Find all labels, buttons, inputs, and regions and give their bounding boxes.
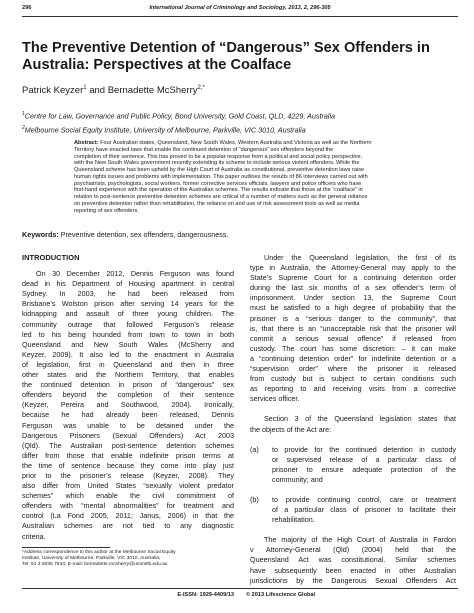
- abstract-line: first-hand experience with the operation of the Australian schemes. The results indicate that those at the “coalface” in: [74, 187, 363, 194]
- title-line: Australia: Perspectives at the Coalface: [22, 57, 292, 73]
- body-line: type in Australia, the Attorney-General may apply to the: [250, 263, 456, 273]
- footnote-rule: [22, 547, 110, 548]
- body-line: custody. The court has some discretion: – it can make: [250, 343, 456, 353]
- body-line: community outrage that followed Ferguson’s release: [22, 319, 234, 329]
- body-line: or supervised release of a particular class of: [272, 454, 456, 464]
- affiliation-text: Melbourne Social Equity Institute, University of Melbourne, Parkville, VIC 3010, Australia: [24, 125, 306, 135]
- body-line: because he had already been released, Dennis: [22, 410, 234, 420]
- body-line: is, that there is an “unacceptable risk that the prisoner will: [250, 323, 456, 333]
- body-line: from custody but is subject to certain conditions such: [250, 374, 456, 384]
- abstract-label: Abstract:: [74, 140, 99, 146]
- body-line: must be satisfied to a high degree of probability that the: [250, 303, 456, 313]
- footer-rule: [22, 588, 458, 589]
- author-affiliation-mark: 1: [83, 85, 87, 91]
- body-line: to provide for the continued detention in custody: [272, 444, 456, 454]
- body-line: community; and: [272, 474, 323, 484]
- right-column: [250, 253, 456, 586]
- running-header: [22, 5, 458, 15]
- body-line: Brisbane’s Wolston prison after serving 14 years for the: [22, 299, 234, 309]
- abstract-line: Territory have enacted laws that enable the continued detention of “dangerous” sex offenders beyond the: [74, 146, 334, 153]
- body-line: the objects of the Act are:: [250, 424, 332, 434]
- abstract-line: Four Australian states, Queensland, New South Wales, Western Australia and Victoria as well as the Northern: [98, 140, 372, 146]
- abstract-line: human rights issues and problems with implementation. This paper outlines the results of 86 interviews carried out with: [74, 173, 368, 180]
- body-line: Australian schemes are not tied to any diagnostic: [22, 521, 234, 531]
- list-item-label: (a): [250, 444, 259, 454]
- abstract: [74, 140, 434, 214]
- body-line: during the last six months of a sex offender’s term of: [250, 283, 456, 293]
- affiliation: [22, 125, 306, 134]
- left-column: [22, 253, 234, 542]
- author-list: [22, 85, 205, 96]
- title-line: The Preventive Detention of “Dangerous” Sex Offenders in: [22, 40, 430, 56]
- body-line: have subsequently been enacted in other Australian: [250, 565, 456, 575]
- body-line: State’s Supreme Court for a continuing detention order: [250, 273, 456, 283]
- body-line: v Attorney-General (Qld) (2004) held that the: [250, 545, 456, 555]
- body-line: of legislation, first in Queensland and then in three: [22, 359, 234, 369]
- abstract-line: Queensland scheme has been upheld by the High Court of Australia as constitutional, preventive detention laws raise: [74, 167, 365, 173]
- affiliation-text: Centre for Law, Governance and Public Policy, Bond University, Gold Coast, QLD, 4229, Australia: [24, 111, 336, 121]
- body-line: prior to the prisoner’s release (Keyzer, 2008). They: [22, 470, 234, 480]
- list-item: [250, 445, 456, 485]
- author-name: and Bernadette McSherry: [86, 85, 198, 97]
- affiliation-mark: 1: [22, 111, 25, 117]
- body-line: services officer.: [250, 394, 300, 404]
- body-line: imprisonment. Under section 13, the Supreme Court: [250, 293, 456, 303]
- body-line: “supervision order” where the prisoner is released: [250, 364, 456, 374]
- body-line: Under the Queensland legislation, the first of its: [264, 253, 456, 262]
- body-line: On 30 December 2012, Dennis Ferguson was found: [36, 269, 234, 279]
- body-line: differ from those that enable indefinite prison terms at: [22, 450, 234, 460]
- body-line: (Qld). The Australian post-sentence detention schemes: [22, 440, 234, 450]
- page-number: 296: [22, 5, 32, 11]
- journal-citation: International Journal of Criminology and Sociology, 2013, 2, 296-305: [149, 5, 331, 11]
- body-line: jurisdictions by the Dangerous Sexual Offenders Act: [250, 575, 456, 585]
- body-line: Keyzer, 2009). It also led to the enactment in Australia: [22, 349, 234, 359]
- affiliation: [22, 111, 335, 120]
- keywords-label: Keywords:: [22, 230, 59, 239]
- body-line: prisoner to ensure adequate protection of the: [272, 464, 456, 474]
- body-line: other states and the Northern Territory, that enables: [22, 370, 234, 380]
- abstract-line: on preventive detention rather than rehabilitation, the reliance on and use of risk assessment tools as well as media: [74, 200, 360, 207]
- footnote-line: Institute, University of Melbourne, Parkville, VIC 3010, Australia;: [22, 556, 161, 561]
- abstract-line: with the New South Wales government recently extending its scheme to include serious violent offenders. While the: [74, 160, 360, 167]
- body-line: rehabilitation.: [272, 515, 315, 525]
- body-line: The majority of the High Court of Australia in Fardon: [264, 535, 456, 545]
- body-line: of a particular class of prisoner to facilitate their: [272, 505, 456, 515]
- body-line: criteria.: [22, 531, 46, 541]
- author-affiliation-mark: 2,*: [197, 85, 205, 91]
- body-line: offenders beyond the completion of their sentence: [22, 390, 234, 400]
- body-line: commit a serious sexual offence” if released from: [250, 333, 456, 343]
- body-line: led to his being hounded from town to town in both: [22, 329, 234, 339]
- body-line: Ferguson was unable to be detained under the: [22, 420, 234, 430]
- body-line: Dangerous Prisoners (Sexual Offenders) Act 2003: [22, 430, 234, 440]
- body-line: Queensland Act was constitutional. Similar schemes: [250, 555, 456, 565]
- list-item-label: (b): [250, 494, 259, 504]
- body-line: the continued detention in prison of “dangerous” sex: [22, 380, 234, 390]
- issn: E-ISSN: 1929-4409/13: [177, 592, 234, 598]
- footnote-line: *Address correspondence to this author at the Melbourne Social Equity: [22, 550, 176, 555]
- body-line: dead in his Department of Housing apartment in central: [22, 279, 234, 289]
- author-name: Patrick Keyzer: [22, 85, 84, 97]
- abstract-line: reporting of sex offenders.: [74, 207, 139, 214]
- copyright: © 2013 Lifescience Global: [246, 592, 316, 598]
- header-rule: [22, 16, 458, 17]
- body-line: offenders with “mental abnormalities” for treatment and: [22, 501, 234, 511]
- footnote-line: Tel: 61 3 9035 7634; E-mail: bernadette.mcsherry@unimelb.edu.au: [22, 562, 168, 567]
- abstract-line: relation to post-sentence preventive detention schemes are critical of a number of matters such as the general reliance: [74, 194, 368, 200]
- body-line: to provide continuing control, care or treatment: [272, 494, 456, 504]
- article-title: [22, 40, 458, 74]
- body-line: Sydney. In 2003, he had been released from: [22, 289, 234, 299]
- keywords-text: Preventive detention, sex offenders, dangerousness.: [58, 230, 229, 239]
- body-line: as reporting to and receiving visits from a corrective: [250, 384, 456, 394]
- keywords: [22, 230, 228, 239]
- section-heading: INTRODUCTION: [22, 253, 80, 262]
- body-line: (Keyzer, Pereira and Southwood, 2004). Ironically,: [22, 400, 234, 410]
- body-line: control (La Fond 2005, 2011; Janus, 2006) in that the: [22, 511, 234, 521]
- body-line: Section 3 of the Queensland legislation states that: [264, 414, 456, 424]
- body-line: prisoner is a “serious danger to the community”, that: [250, 313, 456, 323]
- body-line: schemes” which enable the civil commitment of: [22, 491, 234, 501]
- body-line: the time of sentence because they come into play just: [22, 460, 234, 470]
- footnote: [22, 550, 176, 568]
- body-line: Queensland and New South Wales (McSherry and: [22, 339, 234, 349]
- body-line: a “continuing detention order” for indefinite detention or a: [250, 353, 456, 363]
- affiliation-mark: 2: [22, 125, 25, 131]
- body-line: also differ from United States “sexually violent predator: [22, 481, 234, 491]
- list-item: [250, 495, 456, 525]
- abstract-line: completion of their sentence. This has proved to be a popular response from a political and social policy perspective,: [74, 153, 363, 160]
- body-line: kidnapping and assault of three young children. The: [22, 309, 234, 319]
- abstract-line: psychiatrists, psychologists, social workers, former corrective services officials, lawyers and police officers who have: [74, 180, 362, 187]
